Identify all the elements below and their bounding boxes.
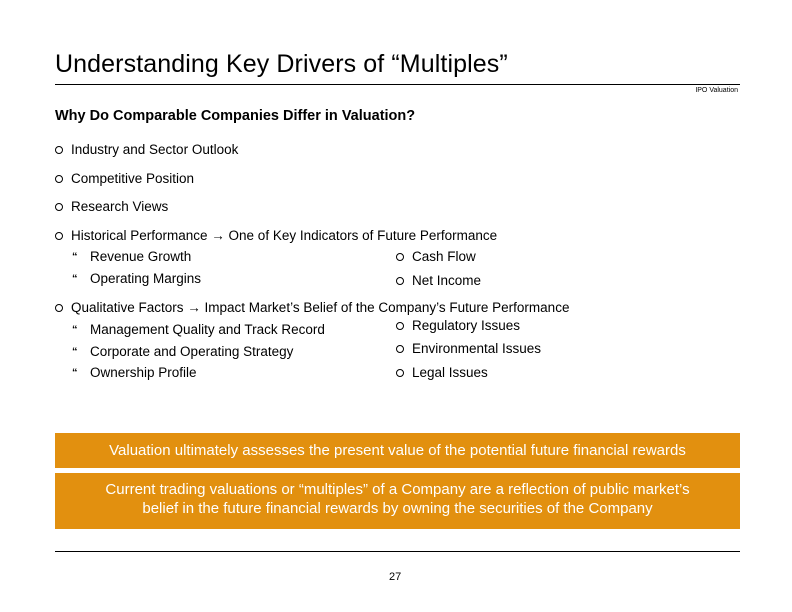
bullet-label: Industry and Sector Outlook <box>71 142 239 157</box>
sub-item-label: Revenue Growth <box>90 249 192 264</box>
page-number: 27 <box>389 571 402 583</box>
quote-bullet-icon: “ <box>72 250 78 263</box>
sub-item-net-income <box>396 273 481 288</box>
sub-item-regulatory <box>396 318 520 333</box>
hollow-circle-icon <box>55 304 63 312</box>
quote-bullet-icon: “ <box>72 272 78 285</box>
hollow-circle-icon <box>55 146 63 154</box>
sub-item-label: Corporate and Operating Strategy <box>90 344 294 359</box>
hollow-circle-icon <box>55 203 63 211</box>
sub-item-label: Regulatory Issues <box>412 318 521 333</box>
hollow-circle-icon <box>55 175 63 183</box>
sub-item-label: Net Income <box>412 273 482 288</box>
sub-item-legal <box>396 365 488 380</box>
callout-text: Valuation ultimately assesses the present value of the potential future financial rewards <box>109 442 686 459</box>
sub-item-operating-margins <box>72 271 201 286</box>
callout-text: belief in the future financial rewards by owning the securities of the Company <box>142 500 653 517</box>
bullet-historical <box>55 228 497 243</box>
sub-item-ownership <box>72 365 197 380</box>
hollow-circle-icon <box>396 277 404 285</box>
sub-item-environmental <box>396 341 541 356</box>
quote-bullet-icon: “ <box>72 323 78 336</box>
bullet-competitive <box>55 171 194 186</box>
sub-item-label: Ownership Profile <box>90 365 197 380</box>
sub-item-cash-flow <box>396 249 476 264</box>
hollow-circle-icon <box>55 232 63 240</box>
bullet-research <box>55 199 168 214</box>
section-heading: Why Do Comparable Companies Differ in Valuation? <box>55 108 416 124</box>
sub-item-label: Environmental Issues <box>412 341 542 356</box>
callout-valuation <box>55 433 740 468</box>
sub-item-label: Legal Issues <box>412 365 488 380</box>
callout-text: Current trading valuations or “multiples” of a Company are a reflection of public market’s <box>105 481 690 498</box>
quote-bullet-icon: “ <box>72 345 78 358</box>
sub-item-management <box>72 322 325 337</box>
hollow-circle-icon <box>396 369 404 377</box>
bullet-industry <box>55 142 238 157</box>
bullet-label: Research Views <box>71 199 169 214</box>
bullet-label: Qualitative Factors → Impact Market’s Belief of the Company’s Future Performance <box>71 300 570 315</box>
sub-item-strategy <box>72 344 293 359</box>
sub-item-revenue-growth <box>72 249 191 264</box>
title-divider <box>55 84 740 85</box>
quote-bullet-icon: “ <box>72 366 78 379</box>
bullet-label: Competitive Position <box>71 171 195 186</box>
hollow-circle-icon <box>396 253 404 261</box>
bullet-qualitative <box>55 300 569 315</box>
bullet-label: Historical Performance → One of Key Indicators of Future Performance <box>71 228 498 243</box>
sub-item-label: Operating Margins <box>90 271 202 286</box>
slide-title: Understanding Key Drivers of “Multiples” <box>55 50 508 78</box>
sub-item-label: Cash Flow <box>412 249 476 264</box>
footer-divider <box>55 551 740 552</box>
callout-multiples <box>55 473 740 529</box>
section-tag: IPO Valuation <box>695 87 738 94</box>
hollow-circle-icon <box>396 345 404 353</box>
sub-item-label: Management Quality and Track Record <box>90 322 325 337</box>
hollow-circle-icon <box>396 322 404 330</box>
